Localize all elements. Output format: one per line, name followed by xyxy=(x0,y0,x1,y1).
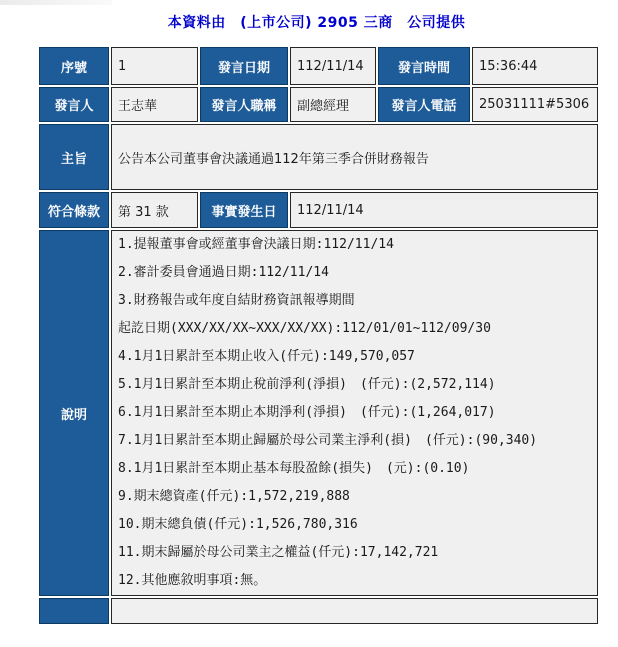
speak-time-value: 15:36:44 xyxy=(472,47,598,85)
speaker-label: 發言人 xyxy=(39,87,109,122)
empty-value-cell xyxy=(111,598,598,624)
description-line: 4.1月1日累計至本期止收入(仟元):149,570,057 xyxy=(118,349,415,364)
table-row xyxy=(39,47,598,85)
speaker-value: 王志華 xyxy=(111,87,198,122)
cutoff-element-artifact xyxy=(0,0,112,5)
fact-date-label: 事實發生日 xyxy=(200,192,288,228)
table-row xyxy=(39,192,598,228)
clause-value: 第 31 款 xyxy=(111,192,198,228)
description-line: 10.期末總負債(仟元):1,526,780,316 xyxy=(118,517,358,532)
provider-note: 本資料由 (上市公司) 2905 三商 公司提供 xyxy=(167,15,466,31)
subject-value: 公告本公司董事會決議通過112年第三季合併財務報告 xyxy=(111,124,598,190)
description-line: 3.財務報告或年度自結財務資訊報導期間 xyxy=(118,293,355,308)
description-line: 1.提報董事會或經董事會決議日期:112/11/14 xyxy=(118,237,394,252)
description-content xyxy=(111,230,598,596)
empty-header-cell xyxy=(39,598,109,624)
fact-date-value: 112/11/14 xyxy=(290,192,598,228)
description-line: 5.1月1日累計至本期止稅前淨利(淨損) (仟元):(2,572,114) xyxy=(118,377,496,392)
clause-label: 符合條款 xyxy=(39,192,109,228)
description-line: 12.其他應敘明事項:無。 xyxy=(118,573,267,588)
table-row xyxy=(39,124,598,190)
speak-time-label: 發言時間 xyxy=(378,47,470,85)
table-row xyxy=(39,87,598,122)
description-line: 6.1月1日累計至本期止本期淨利(淨損) (仟元):(1,264,017) xyxy=(118,405,496,420)
description-line: 2.審計委員會通過日期:112/11/14 xyxy=(118,265,329,280)
speaker-title-value: 副總經理 xyxy=(290,87,376,122)
description-line: 8.1月1日累計至本期止基本每股盈餘(損失) (元):(0.10) xyxy=(118,461,470,476)
speak-date-value: 112/11/14 xyxy=(290,47,376,85)
speaker-title-label: 發言人職稱 xyxy=(200,87,288,122)
description-label: 說明 xyxy=(39,230,109,596)
description-line: 11.期末歸屬於母公司業主之權益(仟元):17,142,721 xyxy=(118,545,439,560)
speaker-phone-value: 25031111#5306 xyxy=(472,87,598,122)
table-row-description xyxy=(39,230,598,596)
announcement-table xyxy=(37,45,600,626)
description-line: 起訖日期(XXX/XX/XX~XXX/XX/XX):112/01/01~112/09/30 xyxy=(118,321,491,336)
table-row-empty xyxy=(39,598,598,624)
seq-value: 1 xyxy=(111,47,198,85)
speaker-phone-label: 發言人電話 xyxy=(378,87,470,122)
subject-label: 主旨 xyxy=(39,124,109,190)
speak-date-label: 發言日期 xyxy=(200,47,288,85)
description-line: 9.期末總資產(仟元):1,572,219,888 xyxy=(118,489,350,504)
description-line: 7.1月1日累計至本期止歸屬於母公司業主淨利(損) (仟元):(90,340) xyxy=(118,433,538,448)
seq-label: 序號 xyxy=(39,47,109,85)
